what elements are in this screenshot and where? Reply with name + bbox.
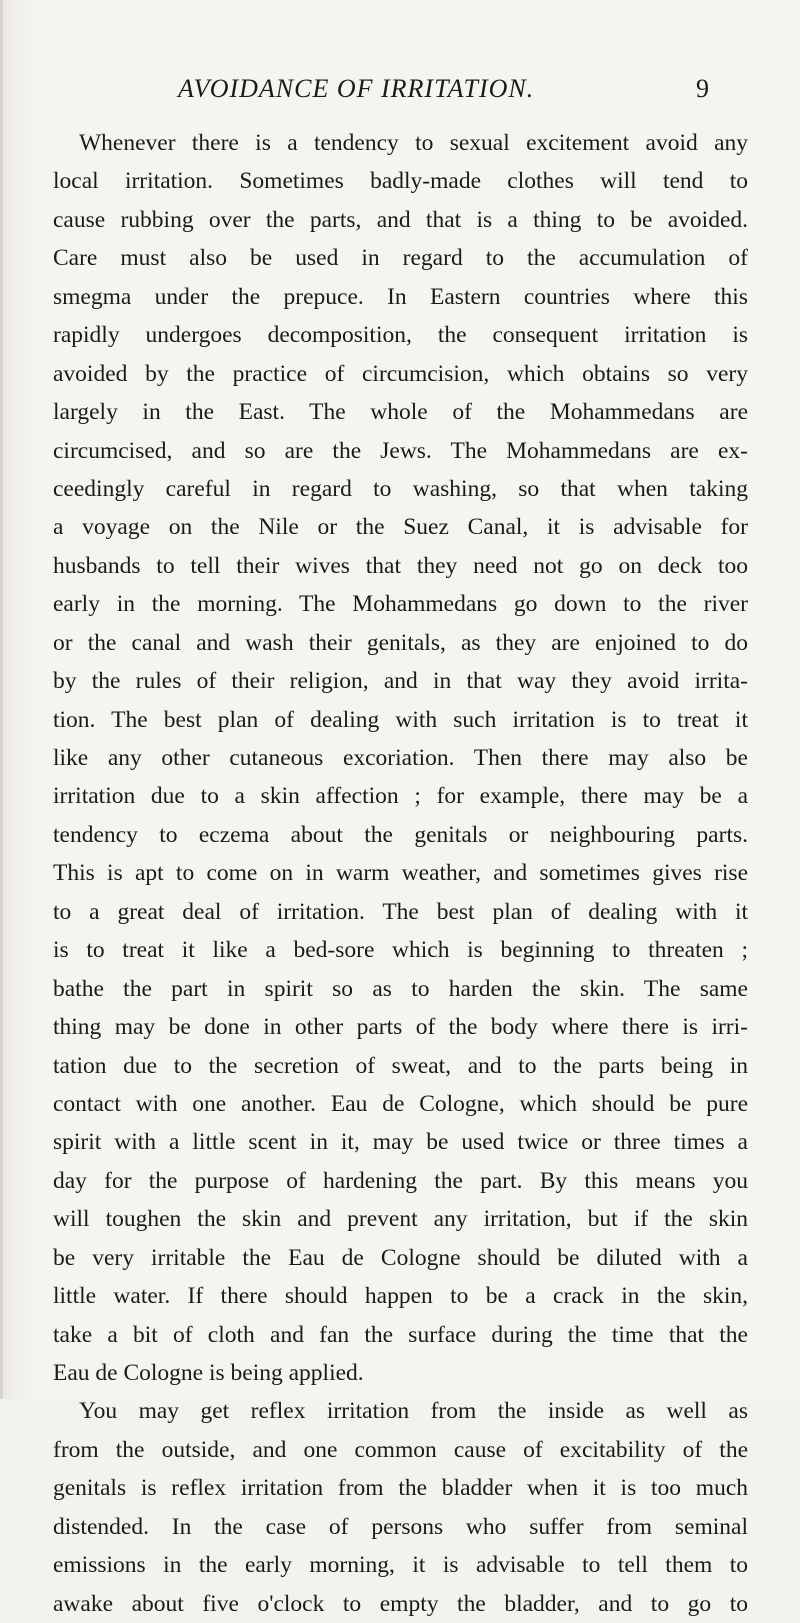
text-line: bathe the part in spirit so as to harden the skin. The same	[53, 975, 748, 1002]
text-line: early in the morning. The Mohammedans go down to the river	[53, 591, 748, 618]
text-line: Care must also be used in regard to the accumulation of	[53, 245, 748, 272]
text-line: tendency to eczema about the genitals or neighbouring parts.	[53, 821, 748, 848]
text-line: distended. In the case of persons who suffer from seminal	[53, 1513, 748, 1540]
text-line: contact with one another. Eau de Cologne, which should be pure	[53, 1090, 748, 1117]
text-line: or the canal and wash their genitals, as they are enjoined to do	[53, 629, 748, 656]
text-line: smegma under the prepuce. In Eastern countries where this	[53, 283, 748, 310]
text-line: like any other cutaneous excoriation. Then there may also be	[53, 745, 748, 771]
text-line: take a bit of cloth and fan the surface during the time that the	[53, 1321, 748, 1348]
text-line: largely in the East. The whole of the Mohammedans are	[53, 399, 748, 426]
body-text	[53, 124, 748, 1623]
text-line: from the outside, and one common cause of excitability of the	[53, 1436, 748, 1463]
text-line: Eau de Cologne is being applied.	[53, 1360, 364, 1386]
text-line: avoided by the practice of circumcision, which obtains so very	[53, 360, 748, 387]
page-header	[0, 74, 800, 114]
page-gutter-edge	[0, 0, 3, 1399]
text-line: genitals is reflex irritation from the bladder when it is too much	[53, 1475, 748, 1502]
text-line: awake about five o'clock to empty the bladder, and to go to	[53, 1590, 748, 1617]
page-number: 9	[696, 74, 709, 103]
running-head: AVOIDANCE OF IRRITATION.	[178, 74, 535, 103]
text-line: ceedingly careful in regard to washing, so that when taking	[53, 475, 748, 502]
text-line: is to treat it like a bed-sore which is beginning to threaten ;	[53, 937, 748, 964]
text-line: irritation due to a skin affection ; for example, there may be a	[53, 783, 748, 810]
text-line: circumcised, and so are the Jews. The Mohammedans are ex-	[53, 437, 748, 464]
text-line: You may get reflex irritation from the inside as well as	[79, 1398, 748, 1425]
text-line: to a great deal of irritation. The best plan of dealing with it	[53, 898, 748, 925]
text-line: day for the purpose of hardening the part. By this means you	[53, 1167, 748, 1194]
text-line: Whenever there is a tendency to sexual excitement avoid any	[79, 130, 748, 156]
text-line: tion. The best plan of dealing with such irritation is to treat it	[53, 706, 748, 733]
text-line: rapidly undergoes decomposition, the consequent irritation is	[53, 322, 748, 349]
text-line: emissions in the early morning, it is advisable to tell them to	[53, 1552, 748, 1579]
text-line: little water. If there should happen to be a crack in the skin,	[53, 1283, 748, 1310]
text-line: husbands to tell their wives that they need not go on deck too	[53, 552, 748, 579]
text-line: spirit with a little scent in it, may be used twice or three times a	[53, 1129, 748, 1156]
text-line: a voyage on the Nile or the Suez Canal, it is advisable for	[53, 514, 748, 541]
text-line: cause rubbing over the parts, and that is a thing to be avoided.	[53, 206, 748, 233]
text-line: tation due to the secretion of sweat, and to the parts being in	[53, 1052, 748, 1079]
text-line: This is apt to come on in warm weather, and sometimes gives rise	[53, 860, 748, 887]
text-line: by the rules of their religion, and in that way they avoid irrita-	[53, 668, 748, 695]
text-line: local irritation. Sometimes badly-made clothes will tend to	[53, 168, 748, 195]
text-line: thing may be done in other parts of the body where there is irri-	[53, 1014, 748, 1041]
text-line: be very irritable the Eau de Cologne should be diluted with a	[53, 1244, 748, 1271]
text-line: will toughen the skin and prevent any irritation, but if the skin	[53, 1206, 748, 1233]
